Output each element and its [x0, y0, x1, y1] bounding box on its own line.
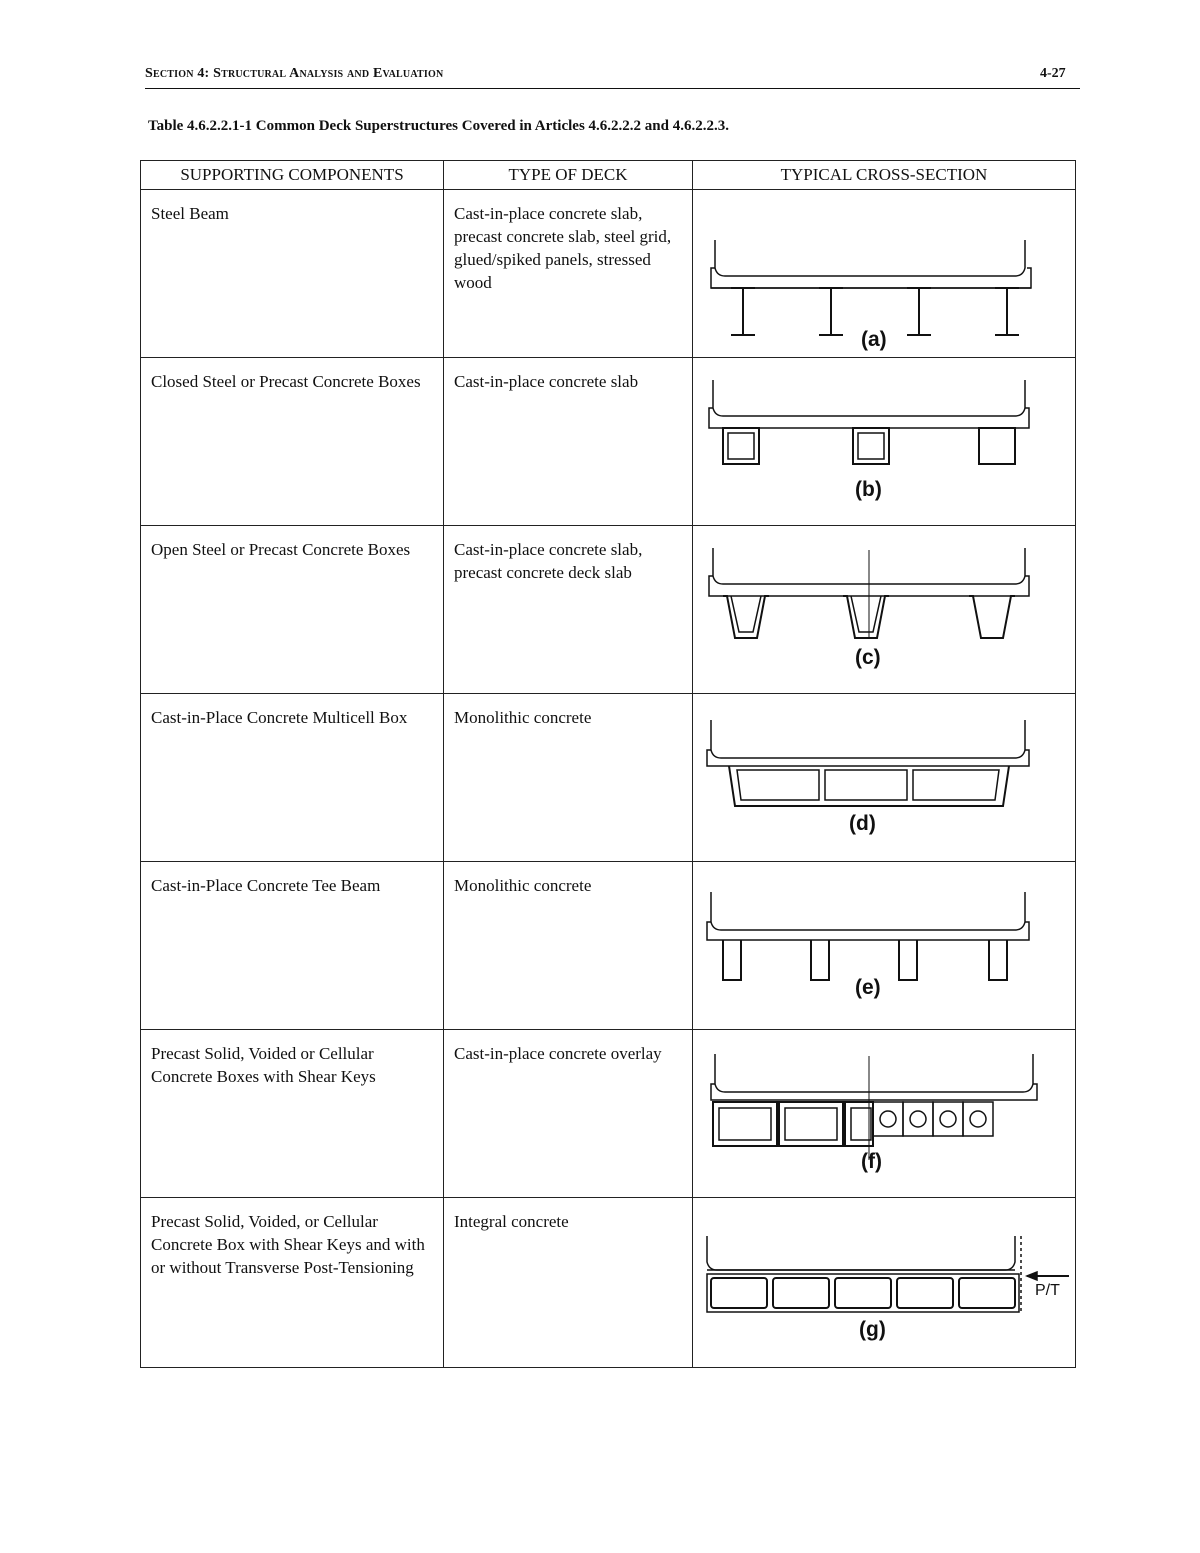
figure-label-g: (g): [859, 1318, 886, 1341]
cross-section-f-diagram: [693, 1030, 1075, 1197]
cross-section-d-diagram: [693, 694, 1075, 861]
cross-section-cell: [693, 1030, 1076, 1198]
cross-section-e-diagram: [693, 862, 1075, 1029]
header-type-of-deck: TYPE OF DECK: [444, 161, 693, 190]
table-row: [141, 862, 1076, 1030]
section-header: Section 4: Structural Analysis and Evaluation: [145, 66, 444, 81]
deck-cell: Cast-in-place concrete overlay: [444, 1030, 693, 1198]
cross-section-a-diagram: [693, 190, 1075, 357]
figure-label-e: (e): [855, 976, 881, 999]
cross-section-cell: [693, 694, 1076, 862]
components-cell: Closed Steel or Precast Concrete Boxes: [141, 358, 444, 526]
table-row: [141, 358, 1076, 526]
table-row: [141, 1030, 1076, 1198]
cross-section-cell: [693, 1198, 1076, 1368]
figure-label-a: (a): [861, 328, 887, 351]
table-row: [141, 694, 1076, 862]
components-cell: Open Steel or Precast Concrete Boxes: [141, 526, 444, 694]
figure-label-d: (d): [849, 812, 876, 835]
figure-label-f: (f): [861, 1150, 882, 1173]
components-cell: Steel Beam: [141, 190, 444, 358]
table-caption: Table 4.6.2.2.1-1 Common Deck Superstructures Covered in Articles 4.6.2.2.2 and 4.6.2.2.3.: [148, 118, 729, 134]
table-row: [141, 526, 1076, 694]
deck-cell: Monolithic concrete: [444, 862, 693, 1030]
post-tensioning-annotation: P/T: [1035, 1282, 1060, 1299]
header-rule: [145, 88, 1080, 89]
cross-section-g-diagram: [693, 1198, 1075, 1367]
deck-cell: Cast-in-place concrete slab, precast concrete slab, steel grid, glued/spiked panels, stressed wood: [444, 190, 693, 358]
deck-cell: Cast-in-place concrete slab: [444, 358, 693, 526]
components-cell: Precast Solid, Voided, or Cellular Concrete Box with Shear Keys and with or without Transverse Post-Tensioning: [141, 1198, 444, 1368]
deck-cell: Cast-in-place concrete slab, precast concrete deck slab: [444, 526, 693, 694]
deck-superstructures-table: [140, 160, 1076, 1368]
cross-section-cell: [693, 190, 1076, 358]
table-header-row: [141, 161, 1076, 190]
deck-cell: Monolithic concrete: [444, 694, 693, 862]
cross-section-b-diagram: [693, 358, 1075, 525]
header-typical-cross-section: TYPICAL CROSS-SECTION: [693, 161, 1076, 190]
figure-label-c: (c): [855, 646, 881, 669]
page-number: 4-27: [1040, 66, 1066, 81]
components-cell: Cast-in-Place Concrete Multicell Box: [141, 694, 444, 862]
components-cell: Precast Solid, Voided or Cellular Concrete Boxes with Shear Keys: [141, 1030, 444, 1198]
figure-label-b: (b): [855, 478, 882, 501]
components-cell: Cast-in-Place Concrete Tee Beam: [141, 862, 444, 1030]
table-row: [141, 1198, 1076, 1368]
deck-cell: Integral concrete: [444, 1198, 693, 1368]
header-supporting-components: SUPPORTING COMPONENTS: [141, 161, 444, 190]
cross-section-cell: [693, 862, 1076, 1030]
cross-section-cell: [693, 526, 1076, 694]
cross-section-cell: [693, 358, 1076, 526]
cross-section-c-diagram: [693, 526, 1075, 693]
table-row: [141, 190, 1076, 358]
